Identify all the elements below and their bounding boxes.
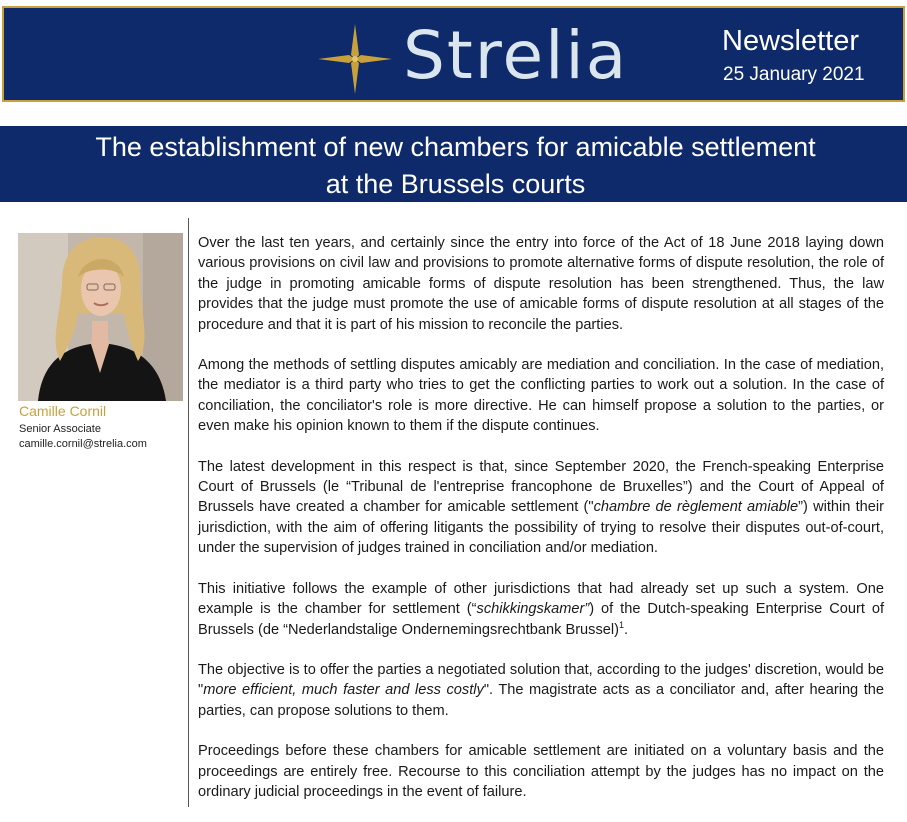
paragraph-3 bbox=[198, 457, 884, 559]
masthead bbox=[2, 6, 905, 102]
paragraph-3-text-b: ”) within their jurisdiction, with the aim of offering litigants the possibility of trying to resolve their disputes out-of-court, under the supervision of judges trained in conciliation and/or mediation. bbox=[198, 499, 884, 557]
paragraph-3-emphasis: chambre de règlement amiable bbox=[593, 499, 799, 516]
article-body bbox=[198, 233, 884, 822]
author-email[interactable]: camille.cornil@strelia.com bbox=[19, 438, 147, 450]
paragraph-4-text-c: . bbox=[624, 621, 629, 638]
article-title-line-2: at the Brussels courts bbox=[325, 169, 586, 199]
paragraph-4-text-b: ) of the Dutch-speaking Enterprise Court of Brussels (de “Nederlandstalige Ondernemingsrechtbank Brussel) bbox=[198, 601, 885, 638]
paragraph-5-text-b: ". The magistrate acts as a conciliator and, after hearing the parties, can propose solutions to them. bbox=[198, 682, 885, 719]
author-name: Camille Cornil bbox=[19, 403, 107, 419]
paragraph-5-emphasis: more efficient, much faster and less costly bbox=[203, 682, 484, 699]
paragraph-3-text-a: The latest development in this respect is that, since September 2020, the French-speaking Enterprise Court of Brussels (le “Tribunal de l'entreprise francophone de Bruxelles”) and the Court of Appeal of Brussels have created a chamber for amicable settlement (" bbox=[198, 458, 884, 516]
paragraph-4-text-a: This initiative follows the example of other jurisdictions that had already set up such a system. One example is the chamber for settlement (“ bbox=[198, 580, 884, 618]
compass-star-logo-icon bbox=[316, 22, 394, 96]
newsletter-date: 25 January 2021 bbox=[723, 64, 865, 85]
article-title bbox=[0, 126, 907, 202]
paragraph-5 bbox=[198, 660, 884, 721]
author-photo bbox=[18, 233, 183, 401]
paragraph-6: Proceedings before these chambers for amicable settlement are initiated on a voluntary basis and the proceedings are entirely free. Recourse to this conciliation attempt by the judges has no impact on the ordinary judicial proceedings in the event of failure. bbox=[198, 743, 884, 800]
paragraph-4-emphasis: schikkingskamer” bbox=[476, 601, 590, 618]
newsletter-label: Newsletter bbox=[722, 25, 859, 57]
paragraph-5-text-a: The objective is to offer the parties a negotiated solution that, according to the judges' discretion, would be " bbox=[198, 661, 884, 699]
paragraph-4 bbox=[198, 579, 884, 640]
paragraph-2: Among the methods of settling disputes amicably are mediation and conciliation. In the case of mediation, the mediator is a third party who tries to get the conflicting parties to work out a solution. In the case of conciliation, the conciliator's role is more directive. He can himself propose a solution to the parties, or even make his opinion known to them if the dispute continues. bbox=[198, 357, 884, 435]
column-divider bbox=[188, 218, 189, 807]
article-title-line-1: The establishment of new chambers for amicable settlement bbox=[95, 132, 816, 162]
footnote-marker[interactable]: 1 bbox=[619, 619, 625, 630]
author-role: Senior Associate bbox=[19, 423, 101, 435]
paragraph-1: Over the last ten years, and certainly since the entry into force of the Act of 18 June 2018 laying down various provisions on civil law and provisions to promote alternative forms of dispute resolution, the role of the judge in promoting amicable forms of dispute resolution has been strengthened. Thus, the law provides that the judge must promote the use of amicable forms of dispute resolution at all stages of the procedure and that it is part of his mission to reconcile the parties. bbox=[198, 235, 884, 333]
brand-name: Strelia bbox=[403, 17, 629, 94]
